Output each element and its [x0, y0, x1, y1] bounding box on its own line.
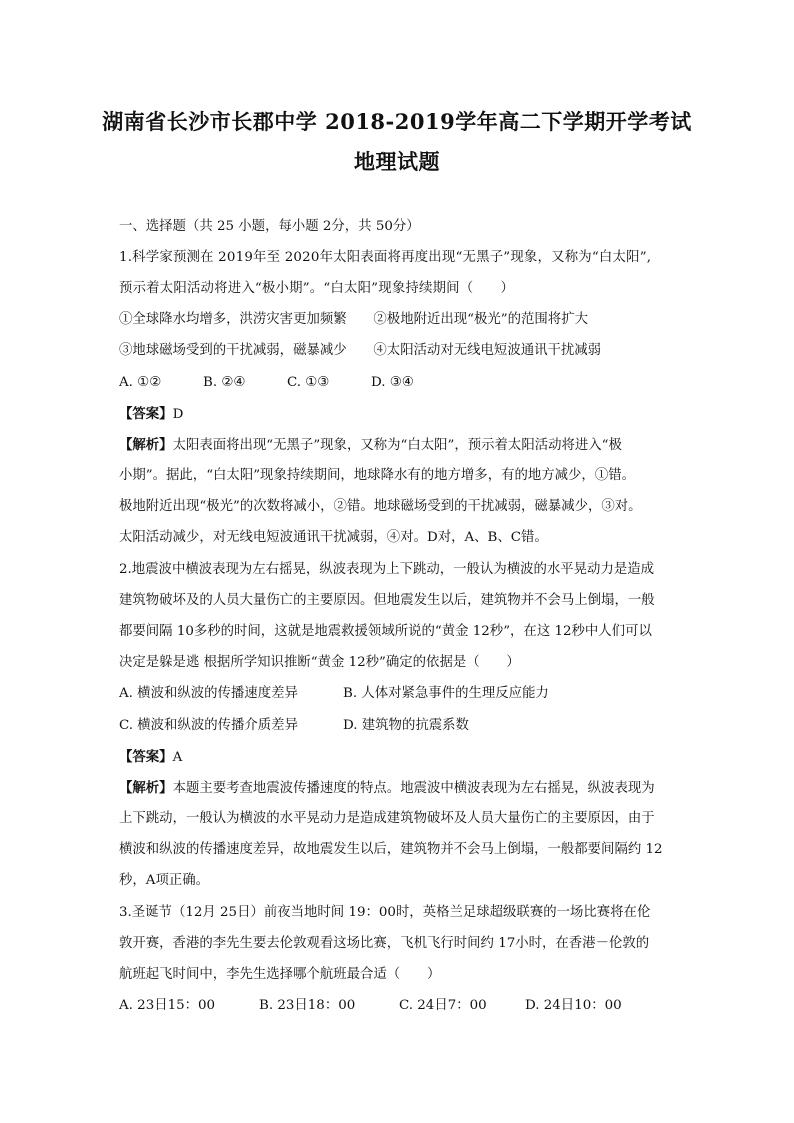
analysis-text: 本题主要考查地震波传播速度的特点。地震波中横波表现为左右摇晃，纵波表现为 [172, 781, 655, 796]
q3-option-d: D. 24日10：00 [525, 998, 622, 1013]
q2-options-row-2 [119, 716, 469, 736]
q2-analysis-line-3: 横波和纵波的传播速度差异，故地震发生以后，建筑物并不会马上倒塌，一般都要间隔约 12 [119, 842, 663, 857]
document-title: 湖南省长沙市长郡中学 2018-2019学年高二下学期开学考试 [102, 109, 692, 134]
q2-option-b: B. 人体对紧急事件的生理反应能力 [343, 686, 549, 701]
section-heading: 一、选择题（共 25 小题，每小题 2分，共 50分） [119, 219, 420, 234]
q1-item-line-2: ③地球磁场受到的干扰减弱，磁暴减少 ④太阳活动对无线电短波通讯干扰减弱 [119, 343, 602, 358]
q1-analysis-line-3: 极地附近出现“极光”的次数将减小，②错。地球磁场受到的干扰减弱，磁暴减少，③对。 [119, 499, 642, 514]
document-subtitle: 地理试题 [354, 149, 440, 174]
q1-option-a: A. ①② [119, 375, 162, 390]
q1-analysis-line-4: 太阳活动减少，对无线电短波通讯干扰减弱，④对。D对，A、B、C错。 [119, 530, 548, 545]
q2-stem-line-3: 都要间隔 10多秒的时间，这就是地震救援领域所说的“黄金 12秒”，在这 12秒中人们可以 [119, 624, 652, 639]
q3-option-c: C. 24日7：00 [399, 998, 487, 1013]
q2-stem-line-2: 建筑物破坏及的人员大量伤亡的主要原因。但地震发生以后，建筑物并不会马上倒塌，一般 [119, 593, 655, 608]
analysis-label: 【解析】 [119, 780, 173, 796]
answer-value: A [172, 750, 183, 765]
q1-stem-line-1: 1.科学家预测在 2019年至 2020年太阳表面将再度出现“无黑子”现象，又称为“白太阳”, [119, 250, 652, 265]
q1-answer [119, 404, 183, 425]
q2-option-c: C. 横波和纵波的传播介质差异 [119, 718, 298, 733]
q2-analysis-line-4: 秒，A项正确。 [119, 873, 210, 888]
q3-stem-line-1: 3.圣诞节（12月 25日）前夜当地时间 19：00时，英格兰足球超级联赛的一场比赛将在伦 [119, 905, 651, 920]
q1-item-line-1: ①全球降水均增多，洪涝灾害更加频繁 ②极地附近出现“极光”的范围将扩大 [119, 312, 588, 327]
q2-option-a: A. 横波和纵波的传播速度差异 [119, 686, 298, 701]
q2-stem-line-1: 2.地震波中横波表现为左右摇晃，纵波表现为上下跳动，一般认为横波的水平晃动力是造成 [119, 562, 655, 577]
q2-option-d: D. 建筑物的抗震系数 [343, 718, 469, 733]
q3-options [119, 996, 622, 1016]
answer-label: 【答案】 [119, 406, 173, 422]
q1-analysis-line-2: 小期”。据此，“白太阳”现象持续期间，地球降水有的地方增多，有的地方减少，①错。 [119, 468, 635, 483]
q1-stem-line-2: 预示着太阳活动将进入“极小期”。“白太阳”现象持续期间（ ） [119, 281, 515, 296]
q3-stem-line-3: 航班起飞时间中，李先生选择哪个航班最合适（ ） [119, 967, 441, 982]
q2-stem-line-4: 决定是躲是逃 根据所学知识推断“黄金 12秒”确定的依据是（ ） [119, 655, 520, 670]
analysis-text: 太阳表面将出现“无黑子”现象，又称为“白太阳”，预示着太阳活动将进入“极 [172, 438, 622, 453]
q1-option-d: D. ③④ [371, 375, 414, 390]
q3-option-a: A. 23日15：00 [119, 998, 216, 1013]
q3-stem-line-2: 敦开赛，香港的李先生要去伦敦观看这场比赛，飞机飞行时间约 17小时，在香港－伦敦的 [119, 936, 650, 951]
q1-option-c: C. ①③ [287, 375, 330, 390]
answer-label: 【答案】 [119, 749, 173, 765]
q1-option-b: B. ②④ [203, 375, 246, 390]
answer-value: D [172, 407, 184, 422]
analysis-label: 【解析】 [119, 437, 173, 453]
q1-options [119, 373, 414, 393]
q2-options-row-1 [119, 684, 549, 704]
q2-analysis-line-2: 上下跳动，一般认为横波的水平晃动力是造成建筑物破坏及人员大量伤亡的主要原因，由于 [119, 811, 655, 826]
q1-analysis-line-1 [119, 435, 622, 456]
q2-answer [119, 747, 182, 768]
q3-option-b: B. 23日18：00 [259, 998, 356, 1013]
q2-analysis-line-1 [119, 778, 655, 799]
